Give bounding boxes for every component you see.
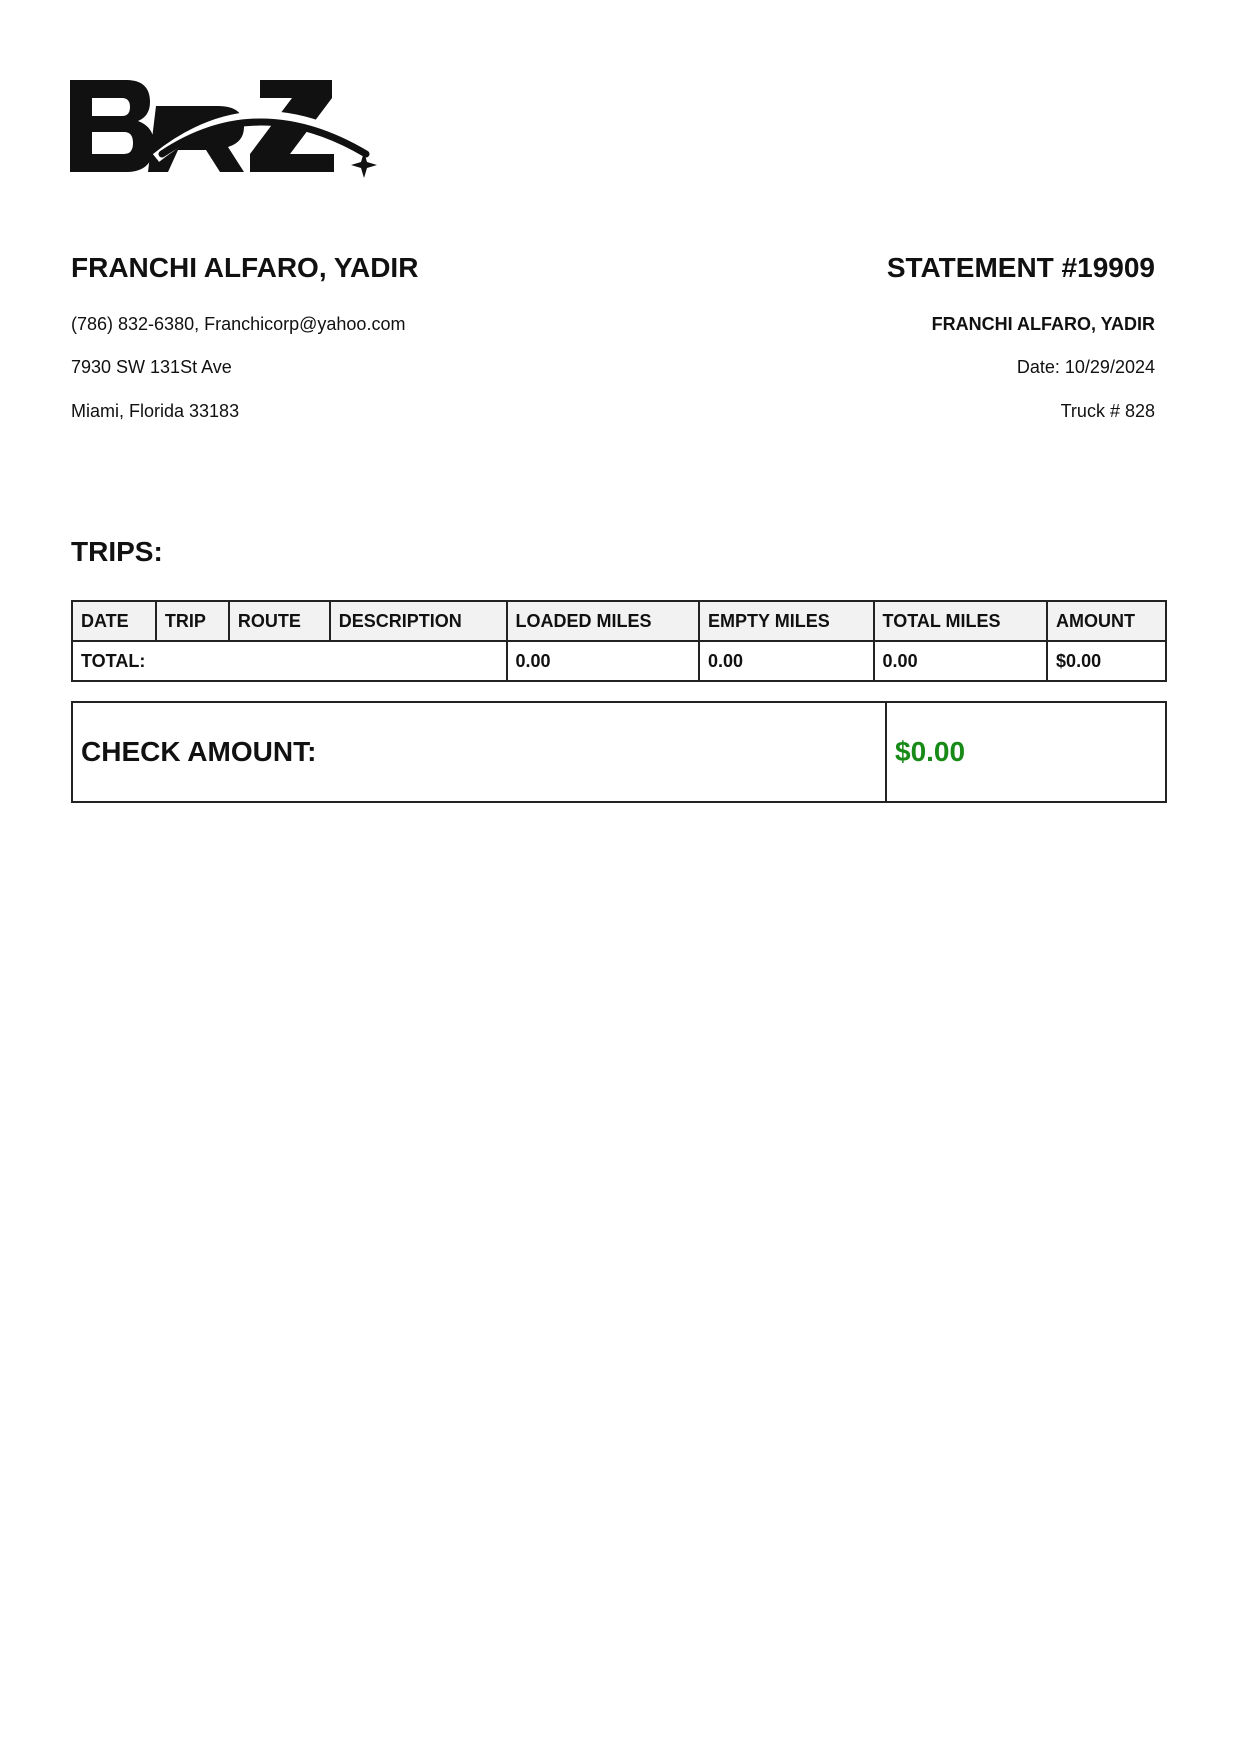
trips-table [71,600,1167,682]
total-total-miles: 0.00 [874,641,1048,681]
company-logo [68,72,388,197]
total-empty-miles: 0.00 [699,641,874,681]
brz-logo-graphic [68,72,388,197]
driver-address: 7930 SW 131St Ave [71,357,232,377]
column-header-trip: TRIP [156,601,229,641]
table-header-row [72,601,1166,641]
column-header-empty-miles: EMPTY MILES [699,601,874,641]
statement-title: STATEMENT #19909 [886,252,1155,283]
driver-name-title: FRANCHI ALFARO, YADIR [71,252,419,283]
check-amount-label: CHECK AMOUNT: [72,702,886,802]
trips-heading: TRIPS: [71,536,163,567]
check-amount-value: $0.00 [886,702,1166,802]
column-header-description: DESCRIPTION [330,601,507,641]
driver-city: Miami, Florida 33183 [71,401,240,421]
statement-driver-name: FRANCHI ALFARO, YADIR [931,314,1155,334]
table-row-total [72,641,1166,681]
column-header-date: DATE [72,601,156,641]
column-header-amount: AMOUNT [1047,601,1166,641]
check-amount-box [71,701,1167,803]
total-loaded-miles: 0.00 [507,641,700,681]
total-amount: $0.00 [1047,641,1166,681]
column-header-loaded-miles: LOADED MILES [507,601,700,641]
column-header-route: ROUTE [229,601,330,641]
statement-date: Date: 10/29/2024 [1016,357,1155,377]
statement-truck: Truck # 828 [1060,401,1155,421]
total-label: TOTAL: [72,641,507,681]
driver-contact: (786) 832-6380, Franchicorp@yahoo.com [71,314,406,334]
check-amount-row [72,702,1166,802]
column-header-total-miles: TOTAL MILES [874,601,1048,641]
